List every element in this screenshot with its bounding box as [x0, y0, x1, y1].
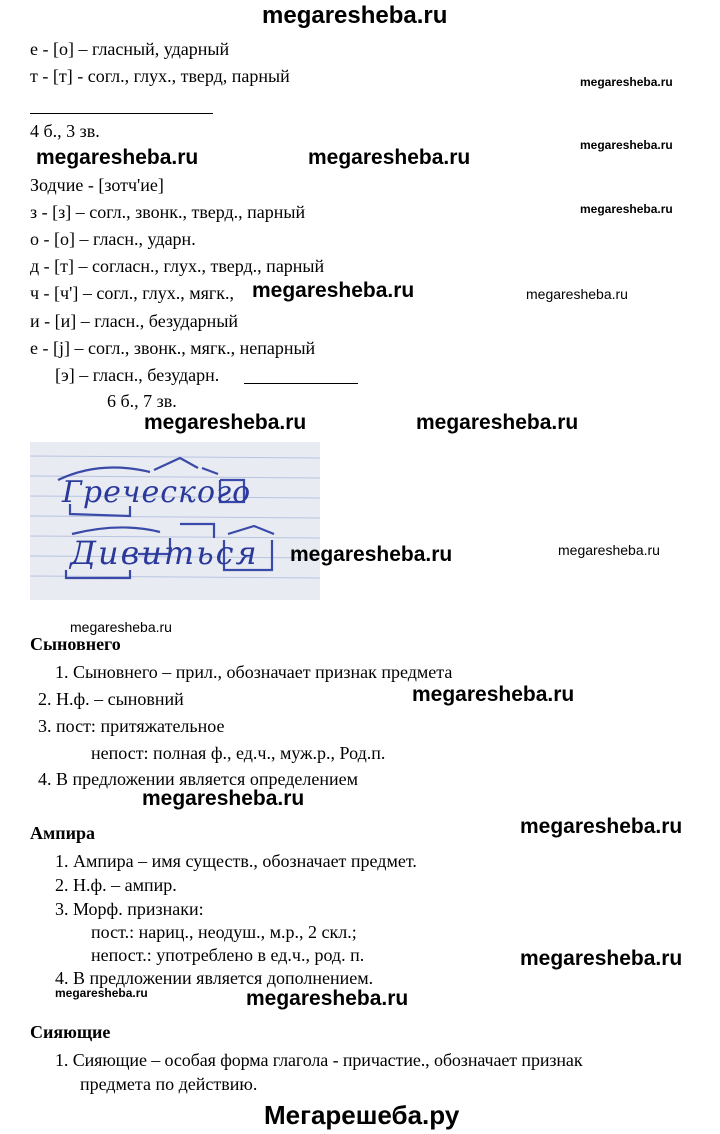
sounds-summary: 4 б., 3 зв.	[30, 121, 100, 141]
section-title: Ампира	[30, 823, 96, 843]
list-item: 4. В предложении является дополнением.	[55, 968, 374, 988]
watermark: megaresheba.ru	[308, 146, 471, 169]
list-item: 1. Сияющие – особая форма глагола - причастие., обозначает признак	[55, 1050, 583, 1070]
header-watermark: megaresheba.ru	[262, 2, 448, 29]
watermark: megaresheba.ru	[144, 411, 307, 434]
watermark: megaresheba.ru	[520, 947, 683, 970]
handwriting-photo	[30, 442, 320, 600]
watermark: megaresheba.ru	[580, 138, 673, 152]
list-item: 4. В предложении является определением	[38, 769, 358, 789]
list-item: 1. Сыновнего – прил., обозначает признак предмета	[55, 662, 453, 682]
phonetic-line: е - [j] – согл., звонк., мягк., непарный	[30, 338, 316, 358]
list-item: 2. Н.ф. – сыновний	[38, 689, 184, 709]
list-item: 3. пост: притяжательное	[38, 716, 225, 736]
handwritten-word: Греческого	[62, 475, 252, 510]
phonetic-line: [э] – гласн., безударн.	[55, 365, 220, 385]
handwritten-word: Дивиться	[70, 534, 259, 572]
list-item: непост.: употреблено в ед.ч., род. п.	[91, 945, 365, 965]
divider-line	[30, 113, 213, 114]
phonetic-line-t: т - [т] - согл., глух., тверд, парный	[30, 66, 290, 86]
phonetic-line: о - [о] – гласн., ударн.	[30, 229, 196, 249]
watermark: megaresheba.ru	[70, 619, 172, 635]
footer-watermark: Мегарешеба.ру	[264, 1100, 460, 1130]
watermark: megaresheba.ru	[558, 542, 660, 558]
section-title: Сыновнего	[30, 634, 121, 654]
list-item: предмета по действию.	[80, 1074, 258, 1094]
watermark: megaresheba.ru	[246, 987, 409, 1010]
phonetic-line: ч - [ч'] – согл., глух., мягк.,	[30, 283, 235, 303]
list-item: непост: полная ф., ед.ч., муж.р., Род.п.	[91, 743, 386, 763]
sounds-summary: 6 б., 7 зв.	[107, 391, 177, 411]
watermark: megaresheba.ru	[252, 279, 415, 302]
watermark: megaresheba.ru	[412, 683, 575, 706]
phonetic-line: и - [и] – гласн., безударный	[30, 311, 239, 331]
list-item: пост.: нариц., неодуш., м.р., 2 скл.;	[91, 922, 357, 942]
watermark: megaresheba.ru	[526, 286, 628, 302]
list-item: 3. Морф. признаки:	[55, 899, 204, 919]
phonetic-line-e: е - [о] – гласный, ударный	[30, 39, 230, 59]
watermark: megaresheba.ru	[36, 146, 199, 169]
phonetic-line: з - [з] – согл., звонк., тверд., парный	[30, 202, 306, 222]
watermark: megaresheba.ru	[55, 986, 148, 1000]
watermark: megaresheba.ru	[520, 815, 683, 838]
list-item: 2. Н.ф. – ампир.	[55, 875, 177, 895]
underline	[244, 383, 358, 384]
watermark: megaresheba.ru	[142, 787, 305, 810]
watermark: megaresheba.ru	[580, 202, 673, 216]
section-title: Сияющие	[30, 1022, 111, 1042]
word-transcription: Зодчие - [зотч'ие]	[30, 175, 164, 195]
phonetic-line: д - [т] – согласн., глух., тверд., парный	[30, 256, 325, 276]
watermark: megaresheba.ru	[580, 75, 673, 89]
watermark: megaresheba.ru	[290, 543, 453, 566]
list-item: 1. Ампира – имя существ., обозначает предмет.	[55, 851, 417, 871]
watermark: megaresheba.ru	[416, 411, 579, 434]
